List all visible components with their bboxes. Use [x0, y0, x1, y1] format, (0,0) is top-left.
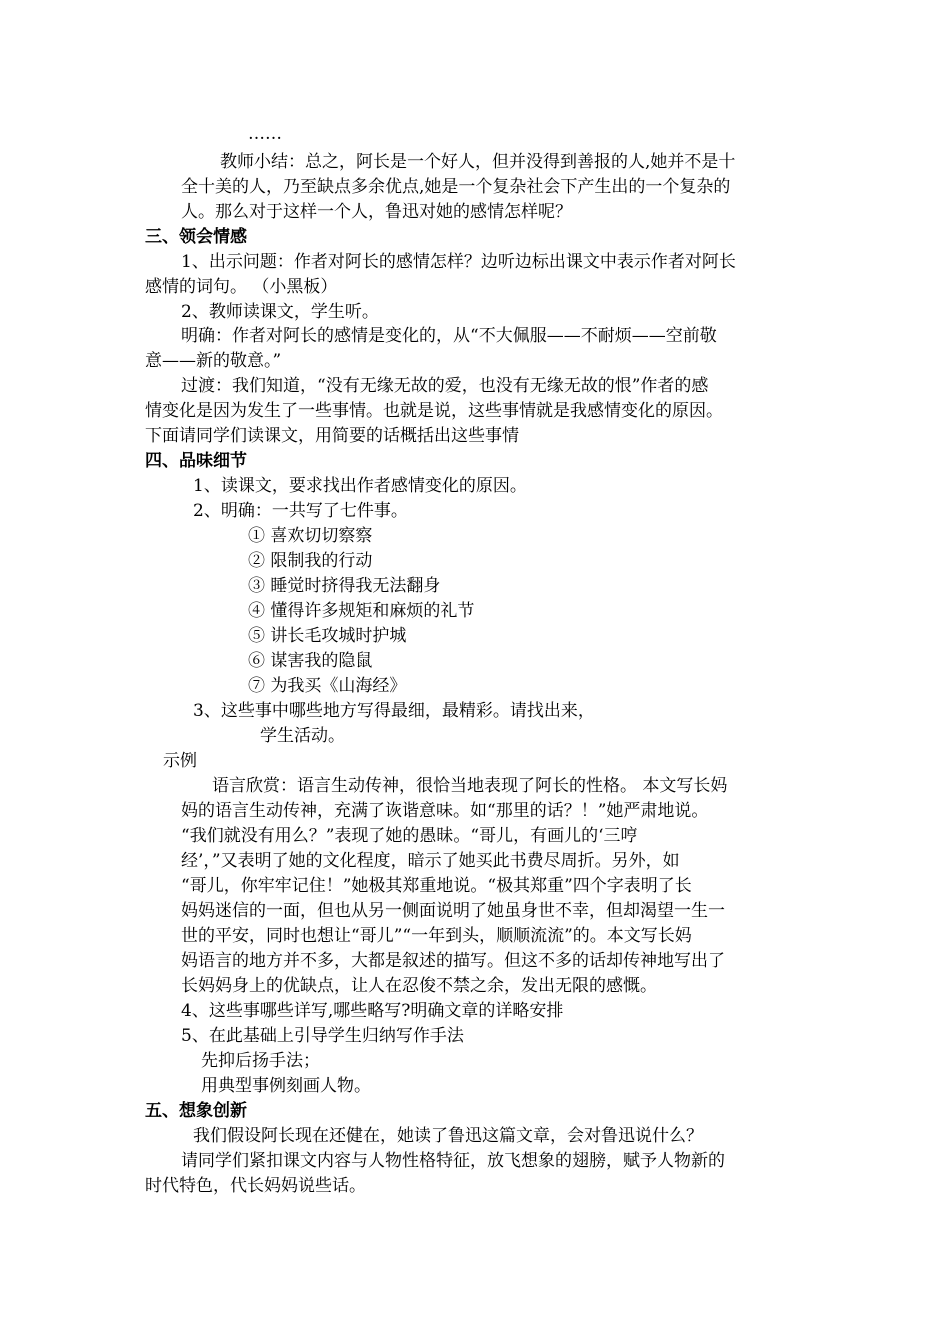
appreciation-line: 妈的语言生动传神，充满了诙谐意味。如“那里的话？！”她严肃地说。 — [181, 801, 709, 821]
writing-method: 先抑后扬手法； — [201, 1051, 320, 1071]
paragraph-line: 1、出示问题：作者对阿长的感情怎样？边听边标出课文中表示作者对阿长 — [181, 252, 736, 272]
list-item: 3、这些事中哪些地方写得最细，最精彩。请找出来， — [193, 701, 595, 721]
paragraph-line: 2、教师读课文，学生听。 — [181, 302, 379, 322]
appreciation-line: 妈语言的地方并不多，大都是叙述的描写。但这不多的话却传神地写出了 — [181, 951, 725, 971]
appreciation-line: 妈妈迷信的一面，但也从另一侧面说明了她虽身世不幸，但却渴望一生一 — [181, 901, 725, 921]
appreciation-line: “哥儿，你牢牢记住！”她极其郑重地说。“极其郑重”四个字表明了长 — [181, 876, 692, 896]
student-activity: 学生活动。 — [260, 726, 345, 746]
paragraph-line: 明确：作者对阿长的感情是变化的，从“不大佩服——不耐烦——空前敬 — [181, 326, 717, 346]
summary-line: 教师小结：总之，阿长是一个好人，但并没得到善报的人,她并不是十 — [220, 152, 736, 172]
appreciation-line: 经’，”又表明了她的文化程度，暗示了她买此书费尽周折。另外，如 — [181, 851, 680, 871]
event-item: ⑦ 为我买《山海经》 — [248, 676, 407, 696]
paragraph-line: 请同学们紧扣课文内容与人物性格特征，放飞想象的翅膀，赋予人物新的 — [181, 1151, 725, 1171]
paragraph-line: 下面请同学们读课文，用简要的话概括出这些事情 — [145, 426, 519, 446]
paragraph-line: 我们假设阿长现在还健在，她读了鲁迅这篇文章，会对鲁迅说什么？ — [193, 1126, 703, 1146]
event-item: ③ 睡觉时挤得我无法翻身 — [248, 576, 441, 596]
ellipsis: …… — [248, 124, 282, 144]
list-item: 1、读课文，要求找出作者感情变化的原因。 — [193, 476, 527, 496]
appreciation-line: 世的平安，同时也想让“哥儿”“一年到头，顺顺流流”的。本文写长妈 — [181, 926, 692, 946]
paragraph-line: 过渡：我们知道，“没有无缘无故的爱，也没有无缘无故的恨”作者的感 — [181, 376, 709, 396]
summary-line: 人。那么对于这样一个人，鲁迅对她的感情怎样呢？ — [181, 202, 572, 222]
section-heading-3: 三、领会情感 — [145, 227, 247, 247]
summary-line: 全十美的人，乃至缺点多余优点,她是一个复杂社会下产生出的一个复杂的 — [181, 177, 731, 197]
paragraph-line: 感情的词句。 （小黑板） — [145, 277, 338, 297]
section-heading-4: 四、品味细节 — [145, 451, 247, 471]
list-item: 2、明确：一共写了七件事。 — [193, 501, 408, 521]
list-item: 5、在此基础上引导学生归纳写作手法 — [181, 1026, 464, 1046]
event-item: ⑤ 讲长毛攻城时护城 — [248, 626, 407, 646]
appreciation-line: 语言欣赏：语言生动传神，很恰当地表现了阿长的性格。 本文写长妈 — [212, 776, 728, 796]
event-item: ④ 懂得许多规矩和麻烦的礼节 — [248, 601, 475, 621]
writing-method: 用典型事例刻画人物。 — [201, 1076, 371, 1096]
list-item: 4、这些事哪些详写,哪些略写?明确文章的详略安排 — [181, 1001, 564, 1021]
example-label: 示例 — [163, 751, 197, 771]
appreciation-line: “我们就没有用么？”表现了她的愚昧。“哥儿，有画儿的‘三哼 — [181, 826, 638, 846]
event-item: ① 喜欢切切察察 — [248, 526, 373, 546]
section-heading-5: 五、想象创新 — [145, 1101, 247, 1121]
appreciation-line: 长妈妈身上的优缺点，让人在忍俊不禁之余，发出无限的感慨。 — [181, 976, 657, 996]
paragraph-line: 时代特色，代长妈妈说些话。 — [145, 1176, 366, 1196]
paragraph-line: 情变化是因为发生了一些事情。也就是说，这些事情就是我感情变化的原因。 — [145, 401, 723, 421]
event-item: ⑥ 谋害我的隐鼠 — [248, 651, 373, 671]
event-item: ② 限制我的行动 — [248, 551, 373, 571]
paragraph-line: 意——新的敬意。” — [145, 351, 282, 371]
